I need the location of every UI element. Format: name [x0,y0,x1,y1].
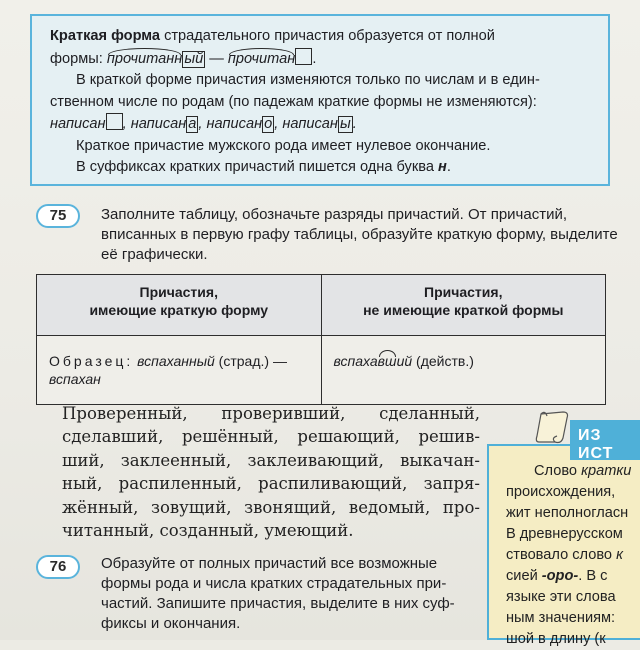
exercise-75-text: Заполните таблицу, обозначьте разряды причастий. От причастий, вписанных в первую графу таблицы, образуйте краткую форму, выделите её графически. [101,206,618,263]
ending-box: о [264,116,273,132]
zero-ending-box [295,48,312,65]
word-list: Проверенный, проверивший, сделанный, сделавший, решённый, решающий, решив-ший, заклеенный, заклеивающий, выкачан-ный, распиленный, распиливающий, запря-жённый, зовущий, звонящий, ведомый, про-читанный, созданный, умеющий. [62,404,480,541]
table-header-without-short: Причастия, не имеющие краткой формы [321,275,606,336]
rule-line-2: формы: прочитанн ый — прочитан . [50,48,594,71]
table-cell-sample-1: Образец: вспаханный (страд.) — вспахан [37,336,322,405]
rule-box [30,14,610,186]
rule-term: Краткая форма [50,28,161,44]
rule-line-3: В краткой форме причастия изменяются только по числам и в един- [76,72,540,88]
table-header-with-short: Причастия, имеющие краткую форму [37,275,322,336]
ending-box: а [188,116,197,132]
ending-box: ый [184,50,204,67]
exercise-76-badge: 76 [36,555,80,579]
participles-table [36,274,606,405]
short-form-example: прочитан [227,50,296,67]
zero-ending-box [106,113,123,130]
table-cell-sample-2: вспахавший (действ.) [321,336,606,405]
scroll-icon [533,408,573,446]
history-sidebar-text: Слово кратки происхождения, жит неполногласн В древнерусском ствовало слово к сией -оро-. В с языке эти слова ным значениям: шой в длину (к [506,463,632,647]
exercise-75-badge: 75 [36,204,80,228]
full-form-example: прочитанн ый [106,50,204,67]
history-sidebar-title: ИЗ ИСТ [578,427,614,462]
exercise-76-text: Образуйте от полных причастий все возможные формы рода и числа кратких страдательных при- частий. Запишите причастия, выделите в них суф- фиксы и окончания. [101,555,455,632]
rule-forms: написан , написан а , написан о , написан ы . [50,113,594,136]
rule-line-4: ственном числе по родам (по падежам краткие формы не изменяются): [50,93,537,110]
rule-line-5: Краткое причастие мужского рода имеет нулевое окончание. [76,137,491,154]
rule-line-1: Краткая форма страдательного причастия образуется от полной [50,28,495,44]
rule-line-6: В суффиксах кратких причастий пишется одна буква н. [76,159,451,175]
ending-box: ы [339,116,351,132]
